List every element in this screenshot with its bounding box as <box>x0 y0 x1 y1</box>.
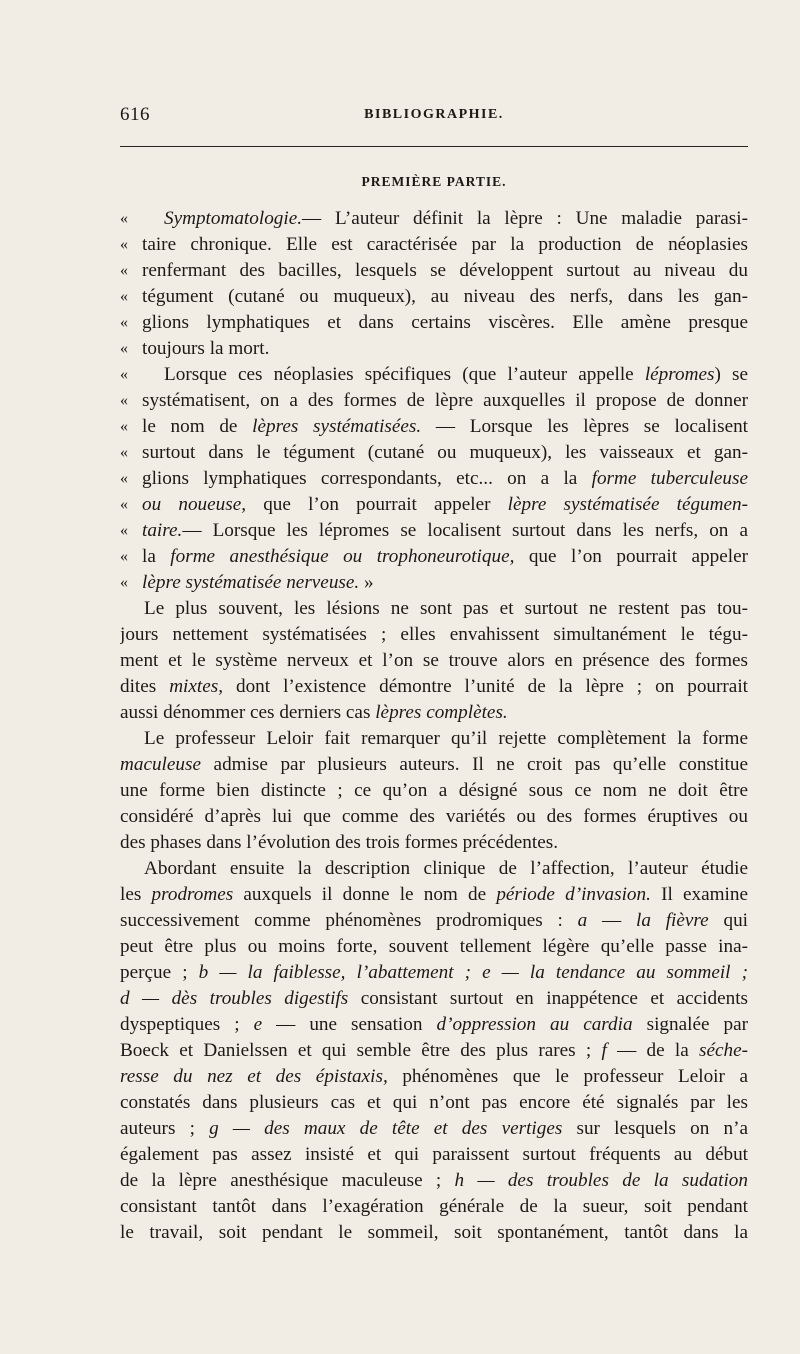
quote-mark: « <box>120 262 128 279</box>
text-run: peut être plus ou moins forte, souvent tellement légère qu’elle passe ina- <box>120 936 748 957</box>
quote-mark: « <box>120 314 128 331</box>
text-run: — Lorsque les lépromes se localisent surtout dans les nerfs, on a <box>182 520 748 541</box>
text-run: sur lesquels on n’a <box>562 1118 748 1139</box>
section-title: PREMIÈRE PARTIE. <box>361 174 507 189</box>
text-run: toujours la mort. <box>142 338 270 359</box>
italic-text: Symptomatologie. <box>164 208 303 229</box>
text-run: — une sensation <box>262 1014 437 1035</box>
quote-mark: « <box>120 392 128 409</box>
text-line <box>120 492 748 518</box>
italic-text: lèpre systématisée tégumen- <box>507 494 748 515</box>
text-line <box>120 336 748 362</box>
text-run: surtout dans le tégument (cutané ou muqueux), les vaisseaux et gan- <box>142 442 748 463</box>
text-run: dites <box>120 676 170 697</box>
text-line <box>120 414 748 440</box>
quote-mark: « <box>120 340 128 357</box>
italic-text: ou noueuse, <box>142 494 247 515</box>
quote-mark: « <box>120 418 128 435</box>
text-line <box>120 206 748 232</box>
text-line <box>120 284 748 310</box>
text-line <box>120 830 748 856</box>
text-line <box>120 726 748 752</box>
page-header <box>120 104 748 132</box>
text-run: perçue ; <box>120 962 199 983</box>
italic-text: b — la faiblesse, l’abattement ; e — la tendance au sommeil ; <box>198 962 748 983</box>
text-run: Lorsque ces néoplasies spécifiques (que l’auteur appelle <box>164 364 645 385</box>
italic-text: lèpres complètes. <box>375 702 508 723</box>
text-line <box>120 388 748 414</box>
text-run: qui <box>708 910 748 931</box>
running-title: BIBLIOGRAPHIE. <box>364 107 504 122</box>
quote-mark: « <box>120 522 128 539</box>
text-line <box>120 778 748 804</box>
header-rule <box>120 146 748 147</box>
text-run: dont l’existence démontre l’unité de la lèpre ; on pourrait <box>223 676 748 697</box>
text-run: constatés dans plusieurs cas et qui n’ont pas encore été signalés par les <box>120 1092 748 1113</box>
text-run: glions lymphatiques correspondants, etc... on a la <box>142 468 592 489</box>
page-number: 616 <box>120 104 150 125</box>
text-run: systématisent, on a des formes de lèpre auxquelles il propose de donner <box>142 390 748 411</box>
text-line <box>120 362 748 388</box>
text-line <box>120 232 748 258</box>
italic-text: lépromes <box>644 364 715 385</box>
quote-mark: « <box>120 210 128 227</box>
italic-text: période d’invasion. <box>496 884 651 905</box>
text-line <box>120 596 748 622</box>
text-line <box>120 518 748 544</box>
text-line <box>120 440 748 466</box>
text-run: de la lèpre anesthésique maculeuse ; <box>120 1170 455 1191</box>
text-run: Abordant ensuite la description clinique de l’affection, l’auteur étudie <box>144 858 748 879</box>
text-run: jours nettement systématisées ; elles envahissent simultanément le tégu- <box>120 624 748 645</box>
text-run: dyspeptiques ; <box>120 1014 254 1035</box>
text-run: signalée par <box>632 1014 748 1035</box>
quote-mark: « <box>120 288 128 305</box>
body-text <box>120 206 748 1246</box>
text-line <box>120 1064 748 1090</box>
text-line <box>120 986 748 1012</box>
text-run: consistant surtout en inappétence et accidents <box>348 988 748 1009</box>
text-line <box>120 544 748 570</box>
text-run: également pas assez insisté et qui paraissent surtout fréquents au début <box>120 1144 748 1165</box>
text-line <box>120 1038 748 1064</box>
text-line <box>120 908 748 934</box>
text-line <box>120 700 748 726</box>
text-run: les <box>120 884 152 905</box>
text-run: tégument (cutané ou muqueux), au niveau des nerfs, dans les gan- <box>142 286 748 307</box>
text-line <box>120 882 748 908</box>
italic-text: forme anesthésique ou trophoneurotique, <box>170 546 515 567</box>
text-run: Boeck et Danielssen et qui semble être des plus rares ; <box>120 1040 602 1061</box>
text-line <box>120 1090 748 1116</box>
text-line <box>120 960 748 986</box>
text-run: successivement comme phénomènes prodromiques : <box>120 910 578 931</box>
text-run: taire chronique. Elle est caractérisée par la production de néoplasies <box>142 234 748 255</box>
italic-text: taire. <box>142 520 183 541</box>
quote-mark: « <box>120 236 128 253</box>
italic-text: maculeuse <box>120 754 201 775</box>
text-run: — <box>587 910 636 931</box>
text-run: des phases dans l’évolution des trois formes précédentes. <box>120 832 558 853</box>
text-run: — L’auteur définit la lèpre : Une maladie parasi- <box>302 208 748 229</box>
italic-text: lèpre systématisée nerveuse. <box>142 572 360 593</box>
italic-text: d’oppression au cardia <box>436 1014 633 1035</box>
quote-mark: « <box>120 574 128 591</box>
text-run: auxquels il donne le nom de <box>233 884 497 905</box>
italic-text: prodromes <box>151 884 234 905</box>
text-line <box>120 622 748 648</box>
text-line <box>120 1116 748 1142</box>
quote-mark: « <box>120 548 128 565</box>
text-run: aussi dénommer ces derniers cas <box>120 702 376 723</box>
text-line <box>120 674 748 700</box>
text-line <box>120 258 748 284</box>
text-line <box>120 1142 748 1168</box>
text-line <box>120 1194 748 1220</box>
text-run: — Lorsque les lèpres se localisent <box>421 416 748 437</box>
italic-text: f <box>601 1040 607 1061</box>
text-run: Le professeur Leloir fait remarquer qu’il rejette complètement la forme <box>144 728 748 749</box>
italic-text: séche- <box>699 1040 748 1061</box>
text-run: glions lymphatiques et dans certains viscères. Elle amène presque <box>142 312 748 333</box>
italic-text: resse du nez et des épistaxis, <box>120 1066 388 1087</box>
italic-text: h — des troubles de la sudation <box>454 1170 748 1191</box>
quote-mark: « <box>120 470 128 487</box>
italic-text: g — des maux de tête et des vertiges <box>209 1118 563 1139</box>
text-run: la <box>142 546 171 567</box>
text-run: renfermant des bacilles, lesquels se développent surtout au niveau du <box>142 260 748 281</box>
text-run: que l’on pourrait appeler <box>246 494 508 515</box>
italic-text: mixtes, <box>169 676 224 697</box>
text-run: phénomènes que le professeur Leloir a <box>387 1066 748 1087</box>
text-run: Il examine <box>650 884 748 905</box>
italic-text: d — dès troubles digestifs <box>120 988 349 1009</box>
text-line <box>120 570 748 596</box>
text-line <box>120 310 748 336</box>
text-run: ment et le système nerveux et l’on se trouve alors en présence des formes <box>120 650 748 671</box>
text-line <box>120 466 748 492</box>
text-line <box>120 856 748 882</box>
italic-text: lèpres systématisées. <box>252 416 422 437</box>
text-run: une forme bien distincte ; ce qu’on a désigné sous ce nom ne doit être <box>120 780 748 801</box>
text-run: que l’on pourrait appeler <box>514 546 748 567</box>
text-run: considéré d’après lui que comme des variétés ou des formes éruptives ou <box>120 806 748 827</box>
italic-text: e <box>253 1014 263 1035</box>
text-run: Le plus souvent, les lésions ne sont pas et surtout ne restent pas tou- <box>144 598 748 619</box>
text-run: — de la <box>606 1040 699 1061</box>
text-line <box>120 648 748 674</box>
quote-mark: « <box>120 366 128 383</box>
text-run: consistant tantôt dans l’exagération générale de la sueur, soit pendant <box>120 1196 748 1217</box>
quote-mark: « <box>120 496 128 513</box>
text-line <box>120 1168 748 1194</box>
italic-text: la fièvre <box>636 910 709 931</box>
text-line <box>120 752 748 778</box>
quote-mark: « <box>120 444 128 461</box>
text-line <box>120 1220 748 1246</box>
text-run: le nom de <box>142 416 253 437</box>
italic-text: forme tuberculeuse <box>591 468 748 489</box>
text-run: » <box>359 572 374 593</box>
text-run: auteurs ; <box>120 1118 210 1139</box>
text-run: le travail, soit pendant le sommeil, soit spontanément, tantôt dans la <box>120 1222 748 1243</box>
text-run: ) se <box>714 364 748 385</box>
text-line <box>120 1012 748 1038</box>
text-line <box>120 804 748 830</box>
italic-text: a <box>577 910 588 931</box>
text-run: admise par plusieurs auteurs. Il ne croit pas qu’elle constitue <box>201 754 748 775</box>
text-line <box>120 934 748 960</box>
